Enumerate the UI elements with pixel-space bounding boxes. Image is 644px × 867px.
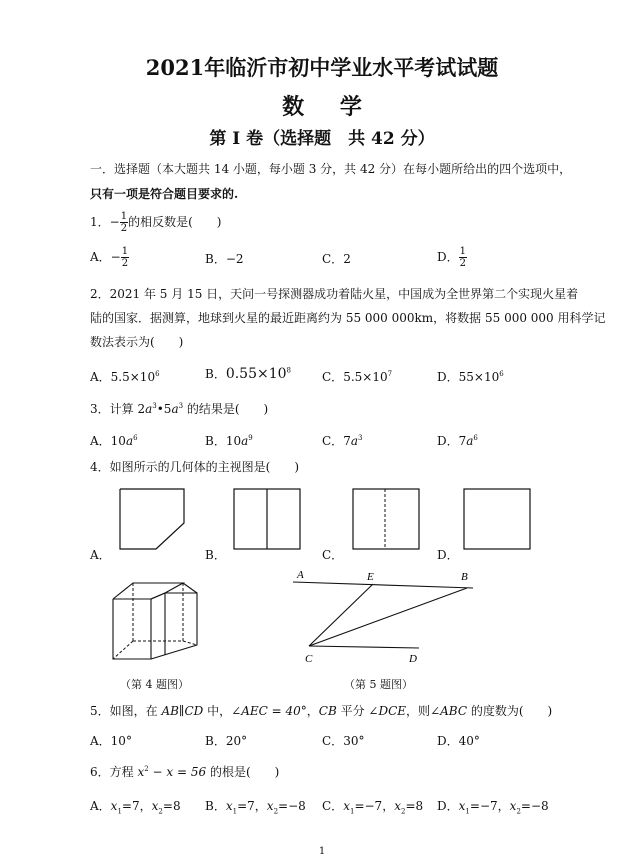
option-label: B． — [205, 367, 226, 381]
exponent: 6 — [133, 434, 138, 442]
root-value: −8 — [288, 799, 306, 813]
root-value: −7 — [479, 799, 498, 813]
question-number: 1． — [90, 215, 110, 229]
question-2-line2: 陆的国家．据测算，地球到火星的最近距离约为 55 000 000km，将数据 55 000 000 用科学记 — [90, 311, 606, 325]
variable: a — [171, 402, 179, 416]
subscript: 1 — [465, 807, 470, 816]
view-outline — [120, 489, 184, 549]
line-cd — [309, 646, 419, 648]
line-ce — [309, 584, 373, 646]
top-face — [113, 583, 183, 599]
fraction — [459, 246, 467, 269]
line-ab — [293, 582, 473, 588]
question-2-line1 — [90, 285, 578, 302]
option-label: B． — [205, 252, 226, 266]
root-value: 7 — [247, 799, 255, 813]
hidden-edge — [113, 641, 133, 659]
subscript: 2 — [516, 807, 521, 816]
variable: x — [266, 799, 274, 813]
equation: − x = 56 — [148, 765, 207, 779]
option-a-label[interactable]: A． — [90, 548, 111, 562]
option-label: D． — [437, 250, 459, 264]
edge — [183, 583, 197, 593]
option-label: C． — [322, 434, 344, 448]
option-coef: 10 — [110, 434, 126, 448]
option-label: A． — [90, 250, 111, 264]
question-4 — [90, 458, 299, 475]
question-number: 5． — [90, 704, 110, 718]
fraction-numerator: 1 — [120, 211, 128, 222]
option-b-figure[interactable] — [228, 485, 308, 555]
option-d-figure[interactable] — [458, 485, 538, 555]
figure-5-caption: （第 5 题图） — [344, 678, 413, 691]
question-number: 6． — [90, 765, 110, 779]
question-number: 4． — [90, 460, 110, 474]
exponent: 6 — [155, 370, 160, 378]
option-label: D． — [437, 799, 459, 813]
minus-sign: − — [110, 250, 121, 264]
option-coef: 7 — [458, 434, 467, 448]
question-text: 计算 2 — [109, 402, 146, 416]
point-a-label: A — [297, 569, 304, 581]
condition: ∠DCE — [368, 704, 407, 718]
line-cb — [309, 588, 467, 646]
subscript: 1 — [117, 807, 122, 816]
option-c[interactable] — [322, 368, 392, 385]
option-label: C． — [322, 799, 344, 813]
section-title: 第 I 卷（选择题 共 42 分） — [209, 129, 435, 149]
instructions-line1: 一．选择题（本大题共 14 小题，每小题 3 分，共 42 分）在每小题所给出的四个选项中， — [90, 162, 572, 176]
variable: a — [241, 434, 249, 448]
subject-title: 数 学 — [282, 94, 376, 120]
variable: x — [458, 799, 466, 813]
paper-title: 2021年临沂市初中学业水平考试试题 — [145, 55, 499, 80]
question-text: 如图，在 — [109, 704, 162, 718]
condition: CB — [318, 704, 337, 718]
view-outline — [353, 489, 419, 549]
option-value: 0.55×10 — [225, 366, 287, 382]
option-label: D． — [437, 434, 459, 448]
question-text: ， — [306, 704, 319, 718]
question-text: 的相反数是( ) — [128, 215, 222, 229]
option-b-label[interactable]: B． — [205, 548, 226, 562]
fraction-denominator: 2 — [459, 258, 466, 269]
question-3 — [90, 400, 268, 417]
option-label: B． — [205, 734, 226, 748]
option-a[interactable] — [90, 246, 129, 269]
subscript: 2 — [273, 807, 279, 816]
option-label: C． — [322, 252, 344, 266]
root-value: −7 — [364, 799, 383, 813]
variable: x — [110, 799, 118, 813]
figure-4-caption: （第 4 题图） — [120, 678, 189, 691]
condition: AB∥CD — [161, 704, 204, 718]
question-text: 的结果是( ) — [183, 402, 269, 416]
subscript: 1 — [232, 807, 238, 816]
exponent: 2 — [144, 765, 149, 773]
point-e-label: E — [367, 571, 374, 583]
question-2-line3: 数法表示为( ) — [90, 335, 184, 349]
option-c[interactable] — [322, 432, 362, 449]
option-d[interactable] — [437, 432, 478, 449]
exponent: 6 — [473, 434, 478, 442]
view-outline — [464, 489, 530, 549]
option-d[interactable] — [437, 368, 504, 385]
option-d[interactable] — [437, 732, 480, 749]
option-value: −2 — [225, 252, 244, 266]
option-label: D． — [437, 370, 459, 384]
exponent: 3 — [178, 402, 184, 410]
option-c-figure[interactable] — [347, 485, 427, 555]
option-b[interactable] — [205, 732, 247, 749]
option-value: 5.5×10 — [343, 370, 388, 384]
question-text: 如图所示的几何体的主视图是( ) — [109, 460, 300, 474]
right-face — [151, 593, 197, 659]
exponent: 6 — [499, 370, 504, 378]
option-label: B． — [205, 799, 226, 813]
option-c[interactable]: C．$x_1=-7$，$x_2=8$ — [322, 799, 424, 816]
option-a[interactable] — [90, 732, 132, 749]
question-text: 的度数为( ) — [467, 704, 553, 718]
option-b[interactable] — [205, 365, 291, 382]
option-b[interactable] — [205, 250, 244, 267]
option-value: 30° — [343, 734, 365, 748]
condition: ∠AEC = 40° — [231, 704, 307, 718]
option-a[interactable]: A．$x_1=7$，$x_2=8$ — [90, 799, 181, 816]
option-label: D． — [437, 734, 459, 748]
variable: x — [509, 799, 517, 813]
option-value: 20° — [225, 734, 248, 748]
option-label: C． — [322, 370, 344, 384]
hidden-edge — [183, 641, 197, 645]
option-label: B． — [205, 434, 226, 448]
option-d-label[interactable]: D． — [437, 548, 459, 562]
variable: a — [350, 434, 358, 448]
option-a-figure[interactable] — [110, 485, 190, 555]
option-coef: 10 — [225, 434, 242, 448]
question-1 — [90, 211, 221, 234]
figure-5-geometry — [285, 566, 485, 666]
page-number: 1 — [318, 846, 326, 857]
option-value: 40° — [458, 734, 480, 748]
fraction — [121, 246, 129, 269]
question-number: 2． — [90, 287, 110, 301]
variable: x — [343, 799, 350, 813]
option-value: 55×10 — [458, 370, 500, 384]
root-value: 7 — [131, 799, 140, 813]
fraction-denominator: 2 — [120, 223, 128, 234]
option-label: A． — [90, 799, 111, 813]
fraction-numerator: 1 — [121, 246, 129, 257]
exponent: 8 — [286, 366, 292, 375]
condition: ∠ABC — [430, 704, 468, 718]
option-b[interactable]: B．$x_1=7$，$x_2=-8$ — [205, 799, 306, 816]
fraction-denominator: 2 — [121, 258, 129, 269]
question-number: 3． — [90, 402, 110, 416]
option-label: C． — [322, 734, 344, 748]
question-text: 中， — [203, 704, 232, 718]
question-text: 平分 — [336, 704, 369, 718]
option-coef: 7 — [343, 434, 351, 448]
option-value: 2 — [343, 252, 351, 266]
point-b-label: B — [461, 571, 468, 583]
option-a[interactable] — [90, 432, 138, 449]
variable: a — [145, 402, 153, 416]
point-c-label: C — [305, 653, 313, 665]
subscript: 2 — [401, 807, 406, 816]
option-c-label[interactable]: C． — [322, 548, 344, 562]
option-value: 5.5×10 — [110, 370, 156, 384]
option-label: A． — [90, 434, 111, 448]
option-b[interactable] — [205, 432, 253, 449]
root-value: 8 — [172, 799, 181, 813]
exponent: 9 — [248, 434, 253, 442]
question-6 — [90, 763, 279, 780]
exponent: 3 — [357, 434, 363, 442]
exponent: 3 — [152, 402, 157, 410]
variable: x — [225, 799, 233, 813]
option-d[interactable] — [437, 246, 467, 269]
option-a[interactable] — [90, 368, 160, 385]
question-text: ，则 — [406, 704, 431, 718]
option-label: A． — [90, 734, 111, 748]
question-text: 的根是( ) — [206, 765, 280, 779]
root-value: 8 — [415, 799, 424, 813]
variable: x — [137, 765, 145, 779]
fraction-numerator: 1 — [459, 246, 466, 257]
option-c[interactable] — [322, 250, 351, 267]
variable: a — [125, 434, 134, 448]
instructions-line2: 只有一项是符合题目要求的. — [90, 187, 239, 201]
option-value: 10° — [110, 734, 132, 748]
fraction — [120, 211, 128, 234]
variable: x — [151, 799, 159, 813]
subscript: 1 — [349, 807, 355, 816]
question-text: 方程 — [109, 765, 138, 779]
front-face — [113, 599, 151, 659]
option-c[interactable] — [322, 732, 364, 749]
question-text: 2021 年 5 月 15 日，天问一号探测器成功着陆火星，中国成为全世界第二个实现火星着 — [109, 287, 579, 301]
root-value: −8 — [530, 799, 549, 813]
minus-sign: − — [109, 215, 120, 229]
variable: a — [466, 434, 474, 448]
exponent: 7 — [387, 370, 393, 378]
question-text: •5 — [156, 402, 172, 416]
figure-4-prism — [105, 575, 205, 665]
option-d[interactable]: D．$x_1=-7$，$x_2=-8$ — [437, 799, 549, 816]
option-label: A． — [90, 370, 111, 384]
point-d-label: D — [409, 653, 417, 665]
variable: x — [394, 799, 401, 813]
subscript: 2 — [158, 807, 163, 816]
question-5 — [90, 702, 552, 719]
